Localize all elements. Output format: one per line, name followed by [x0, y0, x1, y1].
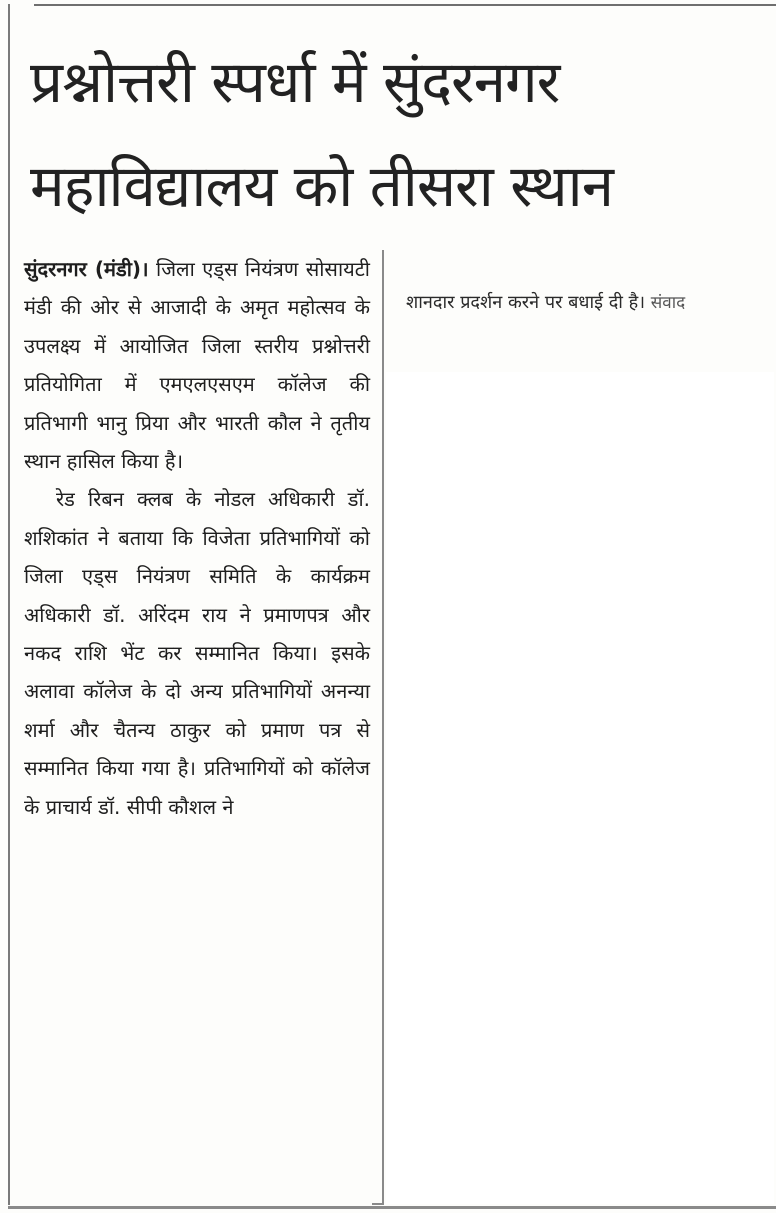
top-border-rule [34, 4, 776, 6]
headline [30, 30, 772, 238]
left-border-rule [8, 4, 10, 1205]
continuation-paragraph [406, 284, 776, 322]
continuation-text: शानदार प्रदर्शन करने पर बधाई दी है। [406, 292, 646, 313]
paragraph-1-text: जिला एड्स नियंत्रण सोसायटी मंडी की ओर से आजादी के अमृत महोत्सव के उपलक्ष्य में आयोजित जिला स्तरीय प्रश्नोत्तरी प्रतियोगिता में एमएलएसएम कॉलेज की प्रतिभागी भानु प्रिया और भारती कौल ने तृतीय स्थान हासिल किया है। [24, 257, 370, 474]
article-column-right [406, 284, 776, 322]
article-paragraph-1 [24, 250, 370, 480]
article-column-left [24, 250, 370, 826]
bottom-border-rule [8, 1206, 776, 1209]
headline-line-1: प्रश्नोत्तरी स्पर्धा में सुंदरनगर [30, 48, 560, 116]
article-paragraph-2: रेड रिबन क्लब के नोडल अधिकारी डॉ. शशिकांत ने बताया कि विजेता प्रतिभागियों को जिला एड्स नियंत्रण समिति के कार्यक्रम अधिकारी डॉ. अरिंदम राय ने प्रमाणपत्र और नकद राशि भेंट कर सम्मानित किया। इसके अलावा कॉलेज के दो अन्य प्रतिभागियों अनन्या शर्मा और चैतन्य ठाकुर को प्रमाण पत्र से सम्मानित किया गया है। प्रतिभागियों को कॉलेज के प्राचार्य डॉ. सीपी कौशल ने [24, 487, 370, 819]
column-box-border [372, 250, 384, 1205]
news-credit: संवाद [650, 293, 686, 313]
dateline: सुंदरनगर (मंडी)। [24, 257, 149, 281]
headline-line-2: महाविद्यालय को तीसरा स्थान [30, 152, 613, 220]
blank-area [386, 372, 774, 1204]
